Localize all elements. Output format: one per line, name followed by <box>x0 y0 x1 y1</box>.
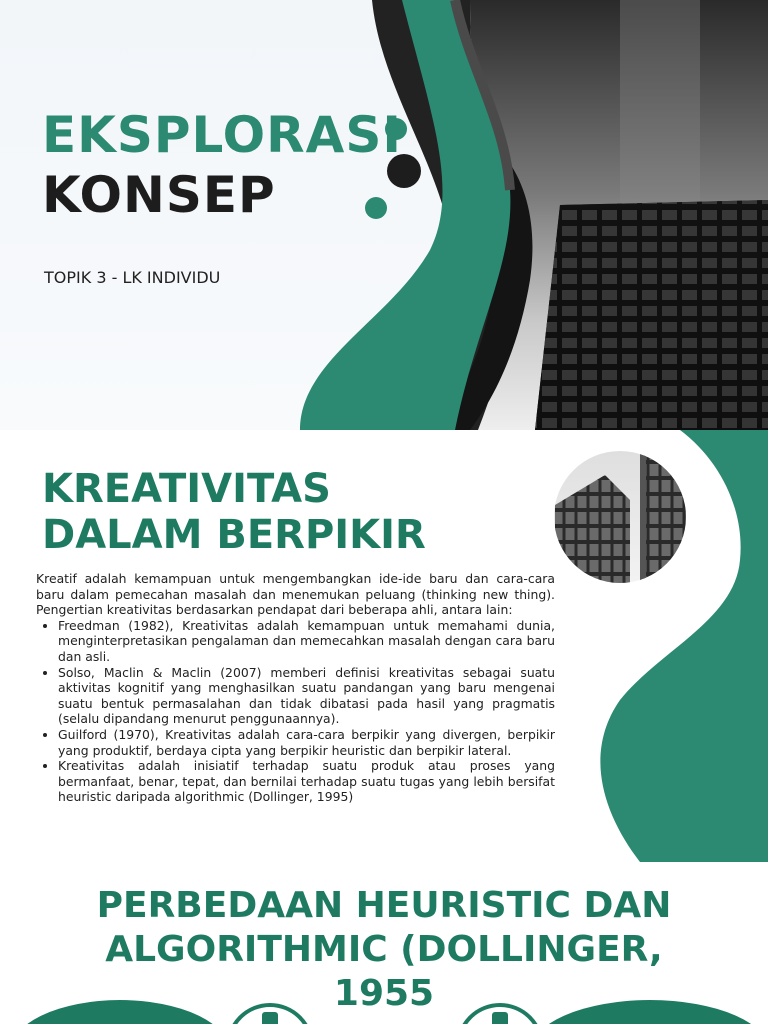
definition-item-freedman: • Freedman (1982), Kreativitas adalah kemampuan untuk memahami dunia, menginterpretasikan pengalaman dan memecahkan masalah dengan cara baru dan asli. <box>58 618 555 665</box>
definition-list <box>36 618 555 805</box>
comparison-heading: PERBEDAAN HEURISTIC DAN ALGORITHMIC (DOLLINGER, 1955 <box>96 885 672 1014</box>
creativity-heading-line-1: KREATIVITAS <box>42 466 331 512</box>
definition-item-dollinger: • Kreativitas adalah inisiatif terhadap suatu produk atau proses yang bermanfaat, benar, tepat, dan bernilai terhadap suatu tugas yang lebih bersifat heuristic daripada algorithmic (Dollinger, 1995) <box>58 758 555 805</box>
cover-subtitle: TOPIK 3 - LK INDIVIDU <box>44 268 221 287</box>
cover-title-line-1: EKSPLORASI <box>42 106 402 164</box>
creativity-slide <box>0 430 768 862</box>
definition-item-guilford: • Guilford (1970), Kreativitas adalah cara-cara berpikir yang divergen, berpikir yang produktif, berdaya cipta yang berpikir heuristic dan berpikir lateral. <box>58 727 555 758</box>
creativity-heading-line-2: DALAM BERPIKIR <box>42 512 426 558</box>
cover-slide <box>0 0 768 430</box>
cover-title-line-2: KONSEP <box>42 166 276 224</box>
teal-dot-small-bottom <box>365 197 387 219</box>
definition-item-solso: • Solso, Maclin & Maclin (2007) memberi definisi kreativitas sebagai suatu aktivitas kognitif yang menghasilkan suatu pandangan yang baru mengenai suatu bentuk permasalahan dan tidak dibatasi pada hasil yang pragmatis (selalu dipandang menurut penggunaannya). <box>58 665 555 727</box>
creativity-heading <box>42 466 522 558</box>
creativity-body <box>36 571 555 805</box>
heuristic-vs-algorithmic-slide <box>0 862 768 1024</box>
creativity-intro: Kreatif adalah kemampuan untuk mengembangkan ide-ide baru dan cara-cara baru dalam pemecahan masalah dan menemukan peluang (thinking new thing). Pengertian kreativitas berdasarkan pendapat dari beberapa ahli, antara lain: <box>36 571 555 618</box>
